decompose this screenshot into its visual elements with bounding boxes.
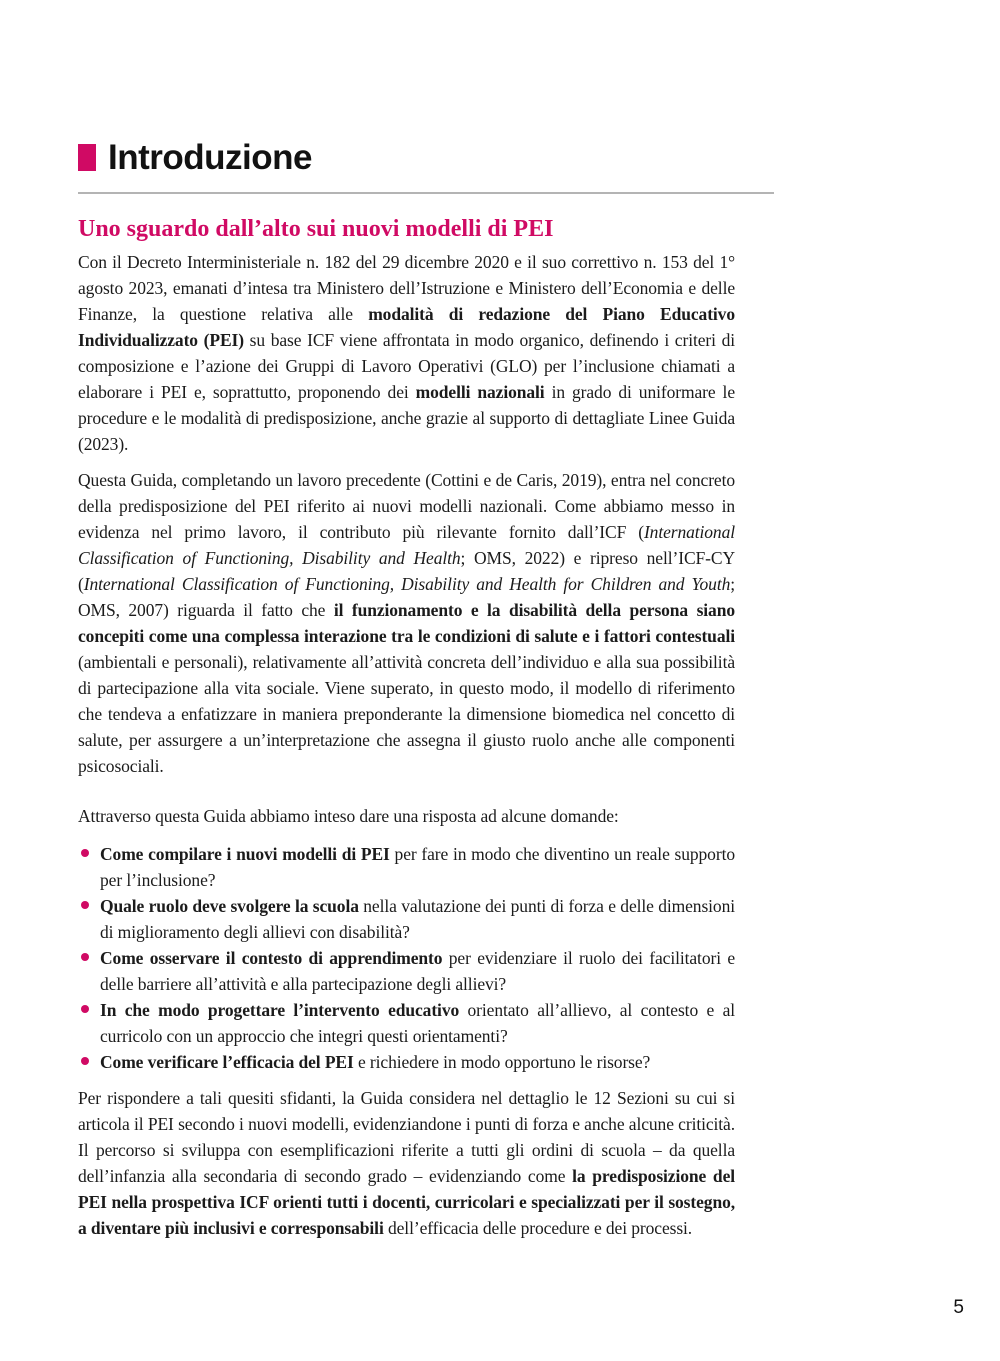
page-content [78, 140, 735, 1251]
list-item-progettare-intervento: In che modo progettare l’intervento educativo orientato all’allievo, al contesto e al curricolo con un approccio che integri questi orientamenti? [78, 997, 735, 1049]
paragraph-decreto: Con il Decreto Interministeriale n. 182 del 29 dicembre 2020 e il suo correttivo n. 153 del 1° agosto 2023, emanati d’intesa tra Ministero dell’Istruzione e Ministero dell’Economia e delle Finanze, la questione relativa alle modalità di redazione del Piano Educativo Individualizzato (PEI) su base ICF viene affrontata in modo organico, definendo i criteri di composizione e l’azione dei Gruppi di Lavoro Operativi (GLO) per l’inclusione chiamati a elaborare i PEI e, soprattutto, proponendo dei modelli nazionali in grado di uniformare le procedure e le modalità di predisposizione, anche grazie al supporto di dettagliate Linee Guida (2023). [78, 252, 735, 455]
list-item-compilare: Come compilare i nuovi modelli di PEI per fare in modo che diventino un reale supporto per l’inclusione? [78, 841, 735, 893]
chapter-marker-square [78, 144, 96, 171]
chapter-title: Introduzione [108, 138, 312, 177]
section-heading: Uno sguardo dall’alto sui nuovi modelli di PEI [78, 216, 554, 242]
list-item-verificare-efficacia: Come verificare l’efficacia del PEI e richiedere in modo opportuno le risorse? [78, 1049, 735, 1075]
chapter-header [78, 140, 735, 175]
questions-list [78, 841, 735, 1075]
questions-intro: Attraverso questa Guida abbiamo inteso dare una risposta ad alcune domande: [78, 806, 619, 827]
list-item-ruolo-scuola: Quale ruolo deve svolgere la scuola nella valutazione dei punti di forza e delle dimensioni di miglioramento degli allievi con disabilità? [78, 893, 735, 945]
page-number: 5 [953, 1297, 964, 1318]
paragraph-closing: Per rispondere a tali quesiti sfidanti, la Guida considera nel dettaglio le 12 Sezioni su cui si articola il PEI secondo i nuovi modelli, evidenziandone i punti di forza e anche alcune criticità. Il percorso si sviluppa con esemplificazioni riferite a tutti gli ordini di scuola – da quella dell’infanzia alla secondaria di secondo grado – evidenziando come la predisposizione del PEI nella prospettiva ICF orienti tutti i docenti, curricolari e specializzati per il sostegno, a diventare più inclusivi e corresponsabili dell’efficacia delle procedure e dei processi. [78, 1088, 735, 1239]
paragraph-guida-icf: Questa Guida, completando un lavoro precedente (Cottini e de Caris, 2019), entra nel concreto della predisposizione del PEI riferito ai nuovi modelli nazionali. Come abbiamo messo in evidenza nel primo lavoro, il contributo più rilevante fornito dall’ICF (International Classification of Functioning, Disability and Health; OMS, 2022) e ripreso nell’ICF-CY (International Classification of Functioning, Disability and Health for Children and Youth; OMS, 2007) riguarda il fatto che il funzionamento e la disabilità della persona siano concepiti come una complessa interazione tra le condizioni di salute e i fattori contestuali (ambientali e personali), relativamente all’attività concreta dell’individuo e alla sua possibilità di partecipazione alla vita sociale. Viene superato, in questo modo, il modello di riferimento che tendeva a enfatizzare in maniera preponderante la dimensione biomedica nel concetto di salute, per assurgere a un’interpretazione che assegna il giusto ruolo anche alle componenti psicosociali. [78, 470, 735, 777]
header-divider [78, 192, 774, 194]
list-item-osservare-contesto: Come osservare il contesto di apprendimento per evidenziare il ruolo dei facilitatori e delle barriere all’attività e alla partecipazione degli allievi? [78, 945, 735, 997]
